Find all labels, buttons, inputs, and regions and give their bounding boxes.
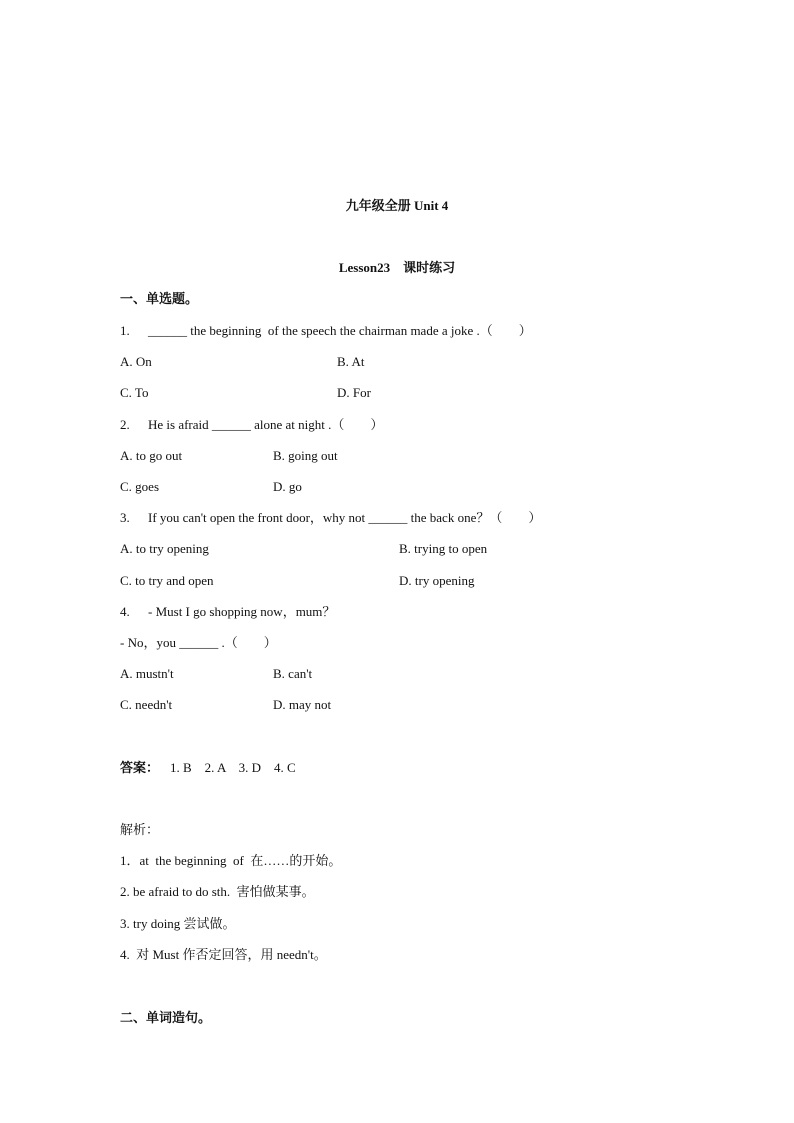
question-1-option-a: A. On xyxy=(120,354,152,369)
question-2-option-b: B. going out xyxy=(273,448,338,463)
question-2-option-a: A. to go out xyxy=(120,448,183,463)
analysis-line-1: 1．at the beginning of 在……的开始。 xyxy=(120,853,342,868)
question-4-number: 4. xyxy=(120,604,130,619)
question-3-option-d: D. try opening xyxy=(399,573,475,588)
question-4-text: - Must I go shopping now，mum？ xyxy=(148,604,336,619)
question-4-text-reply: - No，you ______ .（ ） xyxy=(120,635,277,650)
question-4-option-a: A. mustn't xyxy=(120,666,174,681)
answer-label: 答案： xyxy=(120,760,160,775)
section-heading-single-choice: 一、单选题。 xyxy=(120,291,199,306)
question-4-option-b: B. can't xyxy=(273,666,313,681)
lesson-title: Lesson23 课时练习 xyxy=(338,260,456,275)
analysis-line-3: 3. try doing 尝试做。 xyxy=(120,916,236,931)
question-2-number: 2. xyxy=(120,417,130,432)
question-1-option-d: D. For xyxy=(337,385,371,400)
analysis-label: 解析： xyxy=(120,822,160,837)
question-3-text: If you can't open the front door，why not ______ the back one？（ ） xyxy=(148,510,542,525)
question-2-option-d: D. go xyxy=(273,479,302,494)
document-title: 九年级全册 Unit 4 xyxy=(345,198,449,213)
analysis-line-4: 4. 对 Must 作否定回答，用 needn't。 xyxy=(120,947,327,962)
question-1-option-b: B. At xyxy=(337,354,365,369)
question-4-option-c: C. needn't xyxy=(120,697,173,712)
question-1-number: 1. xyxy=(120,323,130,338)
question-3-option-b: B. trying to open xyxy=(399,541,488,556)
analysis-line-2: 2. be afraid to do sth. 害怕做某事。 xyxy=(120,884,315,899)
section-heading-sentence-making: 二、单词造句。 xyxy=(120,1010,212,1025)
answer-text: 1. B 2. A 3. D 4. C xyxy=(170,760,296,775)
question-2-text: He is afraid ______ alone at night .（ ） xyxy=(148,417,384,432)
question-1-text: ______ the beginning of the speech the chairman made a joke .（ ） xyxy=(148,323,532,338)
question-3-number: 3. xyxy=(120,510,130,525)
question-1-option-c: C. To xyxy=(120,385,149,400)
question-3-option-a: A. to try opening xyxy=(120,541,209,556)
question-4-option-d: D. may not xyxy=(273,697,332,712)
question-3-option-c: C. to try and open xyxy=(120,573,214,588)
question-2-option-c: C. goes xyxy=(120,479,159,494)
